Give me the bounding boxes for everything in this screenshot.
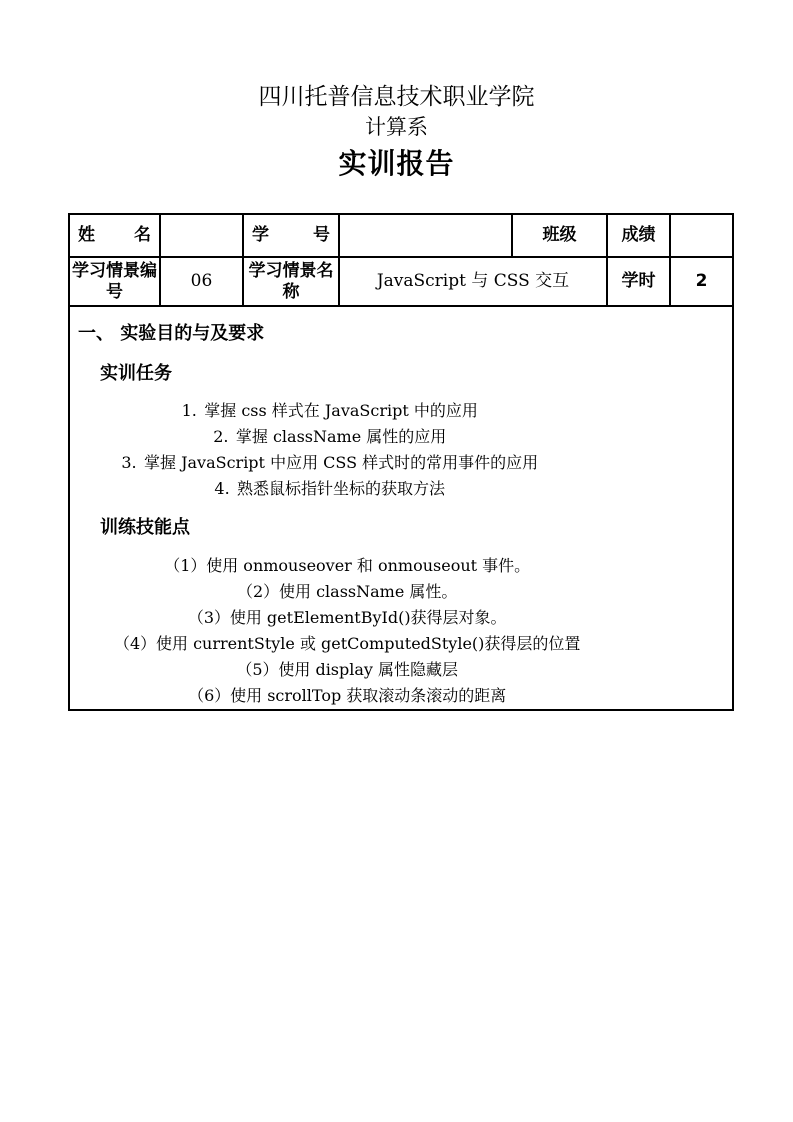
- name-label-char-2: 名: [134, 225, 151, 245]
- task-text: 熟悉鼠标指针坐标的获取方法: [237, 479, 446, 498]
- department-name: 计算系: [365, 115, 428, 139]
- list-item: [114, 450, 538, 476]
- skill-number: （1）: [164, 556, 207, 575]
- task-number: 1.: [181, 401, 197, 420]
- skill-number: （4）: [114, 634, 157, 653]
- task-number: 2.: [213, 427, 229, 446]
- task-number: 3.: [121, 453, 137, 472]
- skills-heading: 训练技能点: [100, 517, 190, 538]
- list-item: [114, 657, 580, 683]
- name-value-cell[interactable]: [160, 214, 243, 257]
- skills-list: [114, 553, 580, 709]
- section-heading: 一、 实验目的与及要求: [78, 323, 265, 344]
- skill-text: 使用 scrollTop 获取滚动条滚动的距离: [230, 686, 507, 705]
- content-row: [69, 306, 733, 710]
- hours-label-cell: 学时: [607, 257, 670, 306]
- tasks-list: [114, 398, 538, 502]
- scenario-name-label-cell: 学习情景名称: [243, 257, 339, 306]
- grade-label-cell: 成绩: [607, 214, 670, 257]
- report-title: 实训报告: [338, 147, 455, 180]
- skill-text: 使用 getElementById()获得层对象。: [229, 608, 507, 627]
- list-item: [114, 579, 580, 605]
- student-id-label-cell: [243, 214, 339, 257]
- name-label-char-1: 姓: [78, 225, 95, 245]
- skill-number: （2）: [237, 582, 280, 601]
- skill-number: （6）: [188, 686, 231, 705]
- list-item: [114, 476, 538, 502]
- content-cell: [69, 306, 733, 710]
- skill-text: 使用 className 属性。: [279, 582, 458, 601]
- report-info-table: [68, 213, 734, 711]
- scenario-number-value-cell: 06: [160, 257, 243, 306]
- task-number: 4.: [214, 479, 230, 498]
- skill-text: 使用 currentStyle 或 getComputedStyle()获得层的位置: [156, 634, 581, 653]
- list-item: [114, 424, 538, 450]
- grade-value-cell[interactable]: [670, 214, 733, 257]
- list-item: [114, 398, 538, 424]
- list-item: [114, 605, 580, 631]
- list-item: [114, 683, 580, 709]
- scenario-number-label-cell: 学习情景编号: [69, 257, 160, 306]
- student-id-label-char-2: 号: [313, 225, 330, 245]
- task-text: 掌握 JavaScript 中应用 CSS 样式时的常用事件的应用: [144, 453, 539, 472]
- info-row-1: [69, 214, 733, 257]
- class-label-cell: 班级: [512, 214, 607, 257]
- school-name: 四川托普信息技术职业学院: [258, 84, 535, 110]
- task-text: 掌握 css 样式在 JavaScript 中的应用: [204, 401, 478, 420]
- list-item: [114, 631, 580, 657]
- name-label-cell: [69, 214, 160, 257]
- skill-number: （3）: [187, 608, 231, 627]
- list-item: [114, 553, 580, 579]
- info-row-2: [69, 257, 733, 306]
- student-id-label-char-1: 学: [252, 225, 269, 245]
- student-id-value-cell[interactable]: [339, 214, 512, 257]
- skill-text: 使用 display 属性隐藏层: [278, 660, 459, 679]
- hours-value-cell: 2: [670, 257, 733, 306]
- tasks-heading: 实训任务: [100, 363, 172, 384]
- task-text: 掌握 className 属性的应用: [235, 427, 447, 446]
- scenario-name-value-cell: JavaScript 与 CSS 交互: [339, 257, 607, 306]
- skill-text: 使用 onmouseover 和 onmouseout 事件。: [206, 556, 531, 575]
- skill-number: （5）: [236, 660, 279, 679]
